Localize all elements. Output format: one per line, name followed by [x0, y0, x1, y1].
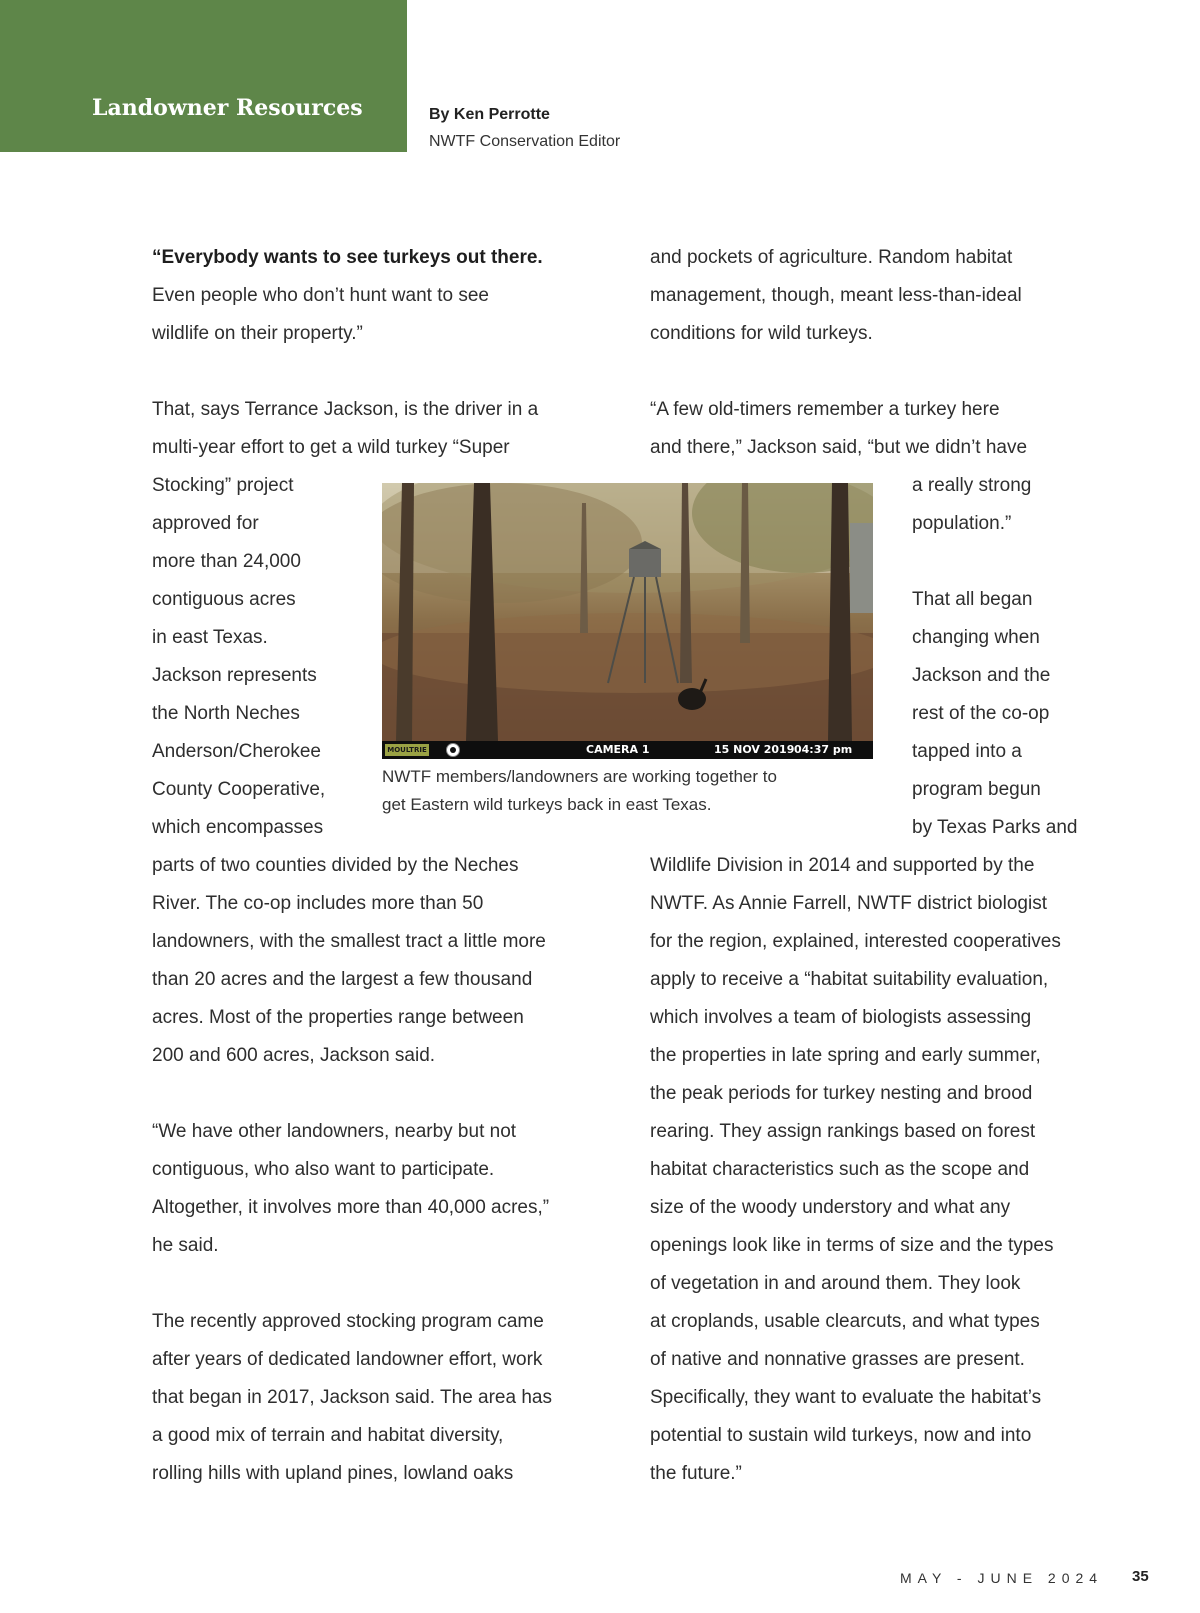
left-column-top — [152, 239, 612, 467]
text-line: conditions for wild turkeys. — [650, 323, 873, 344]
text-line: in east Texas. — [152, 627, 268, 648]
text-line: more than 24,000 — [152, 551, 301, 572]
text-line: rest of the co-op — [912, 703, 1050, 724]
text-line: than 20 acres and the largest a few thousand — [152, 969, 533, 990]
text-line: Jackson represents — [152, 665, 317, 686]
left-column-bottom — [152, 847, 612, 1493]
text-line: The recently approved stocking program came — [152, 1311, 544, 1332]
right-column-top — [650, 239, 1120, 467]
text-line: NWTF. As Annie Farrell, NWTF district biologist — [650, 893, 1047, 914]
camera-label: CAMERA 1 — [586, 743, 650, 756]
byline — [429, 106, 620, 151]
text-line: habitat characteristics such as the scope and — [650, 1159, 1030, 1180]
text-line: County Cooperative, — [152, 779, 326, 800]
issue-date: MAY - JUNE 2024 — [900, 1570, 1104, 1586]
paragraph-gap — [912, 543, 1122, 581]
text-line: apply to receive a “habitat suitability evaluation, — [650, 969, 1049, 990]
author-role: NWTF Conservation Editor — [429, 133, 621, 150]
caption-line: get Eastern wild turkeys back in east Texas. — [382, 795, 712, 814]
text-line: parts of two counties divided by the Neches — [152, 855, 519, 876]
text-line: program begun — [912, 779, 1041, 800]
opening-quote — [152, 239, 612, 277]
section-banner — [0, 0, 407, 152]
camera-brand-logo: MOULTRIE — [385, 744, 429, 756]
text-line: the peak periods for turkey nesting and brood — [650, 1083, 1033, 1104]
camera-time: 04:37 pm — [794, 743, 853, 756]
text-line: for the region, explained, interested cooperatives — [650, 931, 1061, 952]
text-line: the properties in late spring and early summer, — [650, 1045, 1041, 1066]
camera-date: 15 NOV 2019 — [714, 743, 795, 756]
text-line: “We have other landowners, nearby but not — [152, 1121, 517, 1142]
text-line: which encompasses — [152, 817, 324, 838]
text-line: acres. Most of the properties range between — [152, 1007, 524, 1028]
trail-camera-photo — [382, 483, 873, 759]
opening-quote-bold: “Everybody wants to see turkeys out there. — [152, 247, 543, 268]
camera-info-strip — [382, 741, 873, 759]
text-line: landowners, with the smallest tract a little more — [152, 931, 546, 952]
text-line: rolling hills with upland pines, lowland oaks — [152, 1463, 514, 1484]
text-line: multi-year effort to get a wild turkey “Super — [152, 437, 510, 458]
text-line: management, though, meant less-than-ideal — [650, 285, 1022, 306]
text-line: That all began — [912, 589, 1033, 610]
text-line: contiguous acres — [152, 589, 296, 610]
text-line: a good mix of terrain and habitat diversity, — [152, 1425, 504, 1446]
text-line: he said. — [152, 1235, 219, 1256]
text-line: Jackson and the — [912, 665, 1051, 686]
text-line: the North Neches — [152, 703, 300, 724]
left-wrap-column — [152, 467, 367, 847]
text-line: River. The co-op includes more than 50 — [152, 893, 484, 914]
text-line: after years of dedicated landowner effort, work — [152, 1349, 543, 1370]
right-wrap-column — [912, 467, 1122, 847]
author-name: By Ken Perrotte — [429, 106, 550, 123]
text-line: Specifically, they want to evaluate the habitat’s — [650, 1387, 1042, 1408]
moon-phase-icon — [446, 743, 460, 757]
text-line: Even people who don’t hunt want to see — [152, 285, 489, 306]
text-line: and pockets of agriculture. Random habitat — [650, 247, 1013, 268]
text-line: potential to sustain wild turkeys, now and into — [650, 1425, 1032, 1446]
page-number: 35 — [1132, 1568, 1149, 1585]
text-line: changing when — [912, 627, 1040, 648]
text-line: 200 and 600 acres, Jackson said. — [152, 1045, 436, 1066]
caption-line: NWTF members/landowners are working together to — [382, 767, 777, 786]
text-line: and there,” Jackson said, “but we didn’t have — [650, 437, 1028, 458]
text-line: of native and nonnative grasses are present. — [650, 1349, 1025, 1370]
text-line: size of the woody understory and what any — [650, 1197, 1011, 1218]
text-line: the future.” — [650, 1463, 742, 1484]
text-line: Anderson/Cherokee — [152, 741, 321, 762]
text-line: which involves a team of biologists assessing — [650, 1007, 1032, 1028]
text-line: population.” — [912, 513, 1012, 534]
text-line: “A few old-timers remember a turkey here — [650, 399, 1000, 420]
text-line: Wildlife Division in 2014 and supported by the — [650, 855, 1035, 876]
text-line: rearing. They assign rankings based on forest — [650, 1121, 1036, 1142]
text-line: contiguous, who also want to participate. — [152, 1159, 495, 1180]
text-line: That, says Terrance Jackson, is the driver in a — [152, 399, 539, 420]
right-column-bottom — [650, 847, 1120, 1493]
text-line: Altogether, it involves more than 40,000 acres,” — [152, 1197, 550, 1218]
text-line: at croplands, usable clearcuts, and what types — [650, 1311, 1040, 1332]
text-line: by Texas Parks and — [912, 817, 1078, 838]
section-title: Landowner Resources — [92, 95, 363, 121]
text-line: tapped into a — [912, 741, 1022, 762]
text-line: that began in 2017, Jackson said. The area has — [152, 1387, 552, 1408]
photo-caption — [382, 763, 852, 819]
text-line: wildlife on their property.” — [152, 323, 363, 344]
text-line: Stocking” project — [152, 475, 294, 496]
forest-scene — [382, 483, 873, 741]
text-line: a really strong — [912, 475, 1032, 496]
text-line: of vegetation in and around them. They look — [650, 1273, 1021, 1294]
text-line: openings look like in terms of size and the types — [650, 1235, 1054, 1256]
text-line: approved for — [152, 513, 259, 534]
